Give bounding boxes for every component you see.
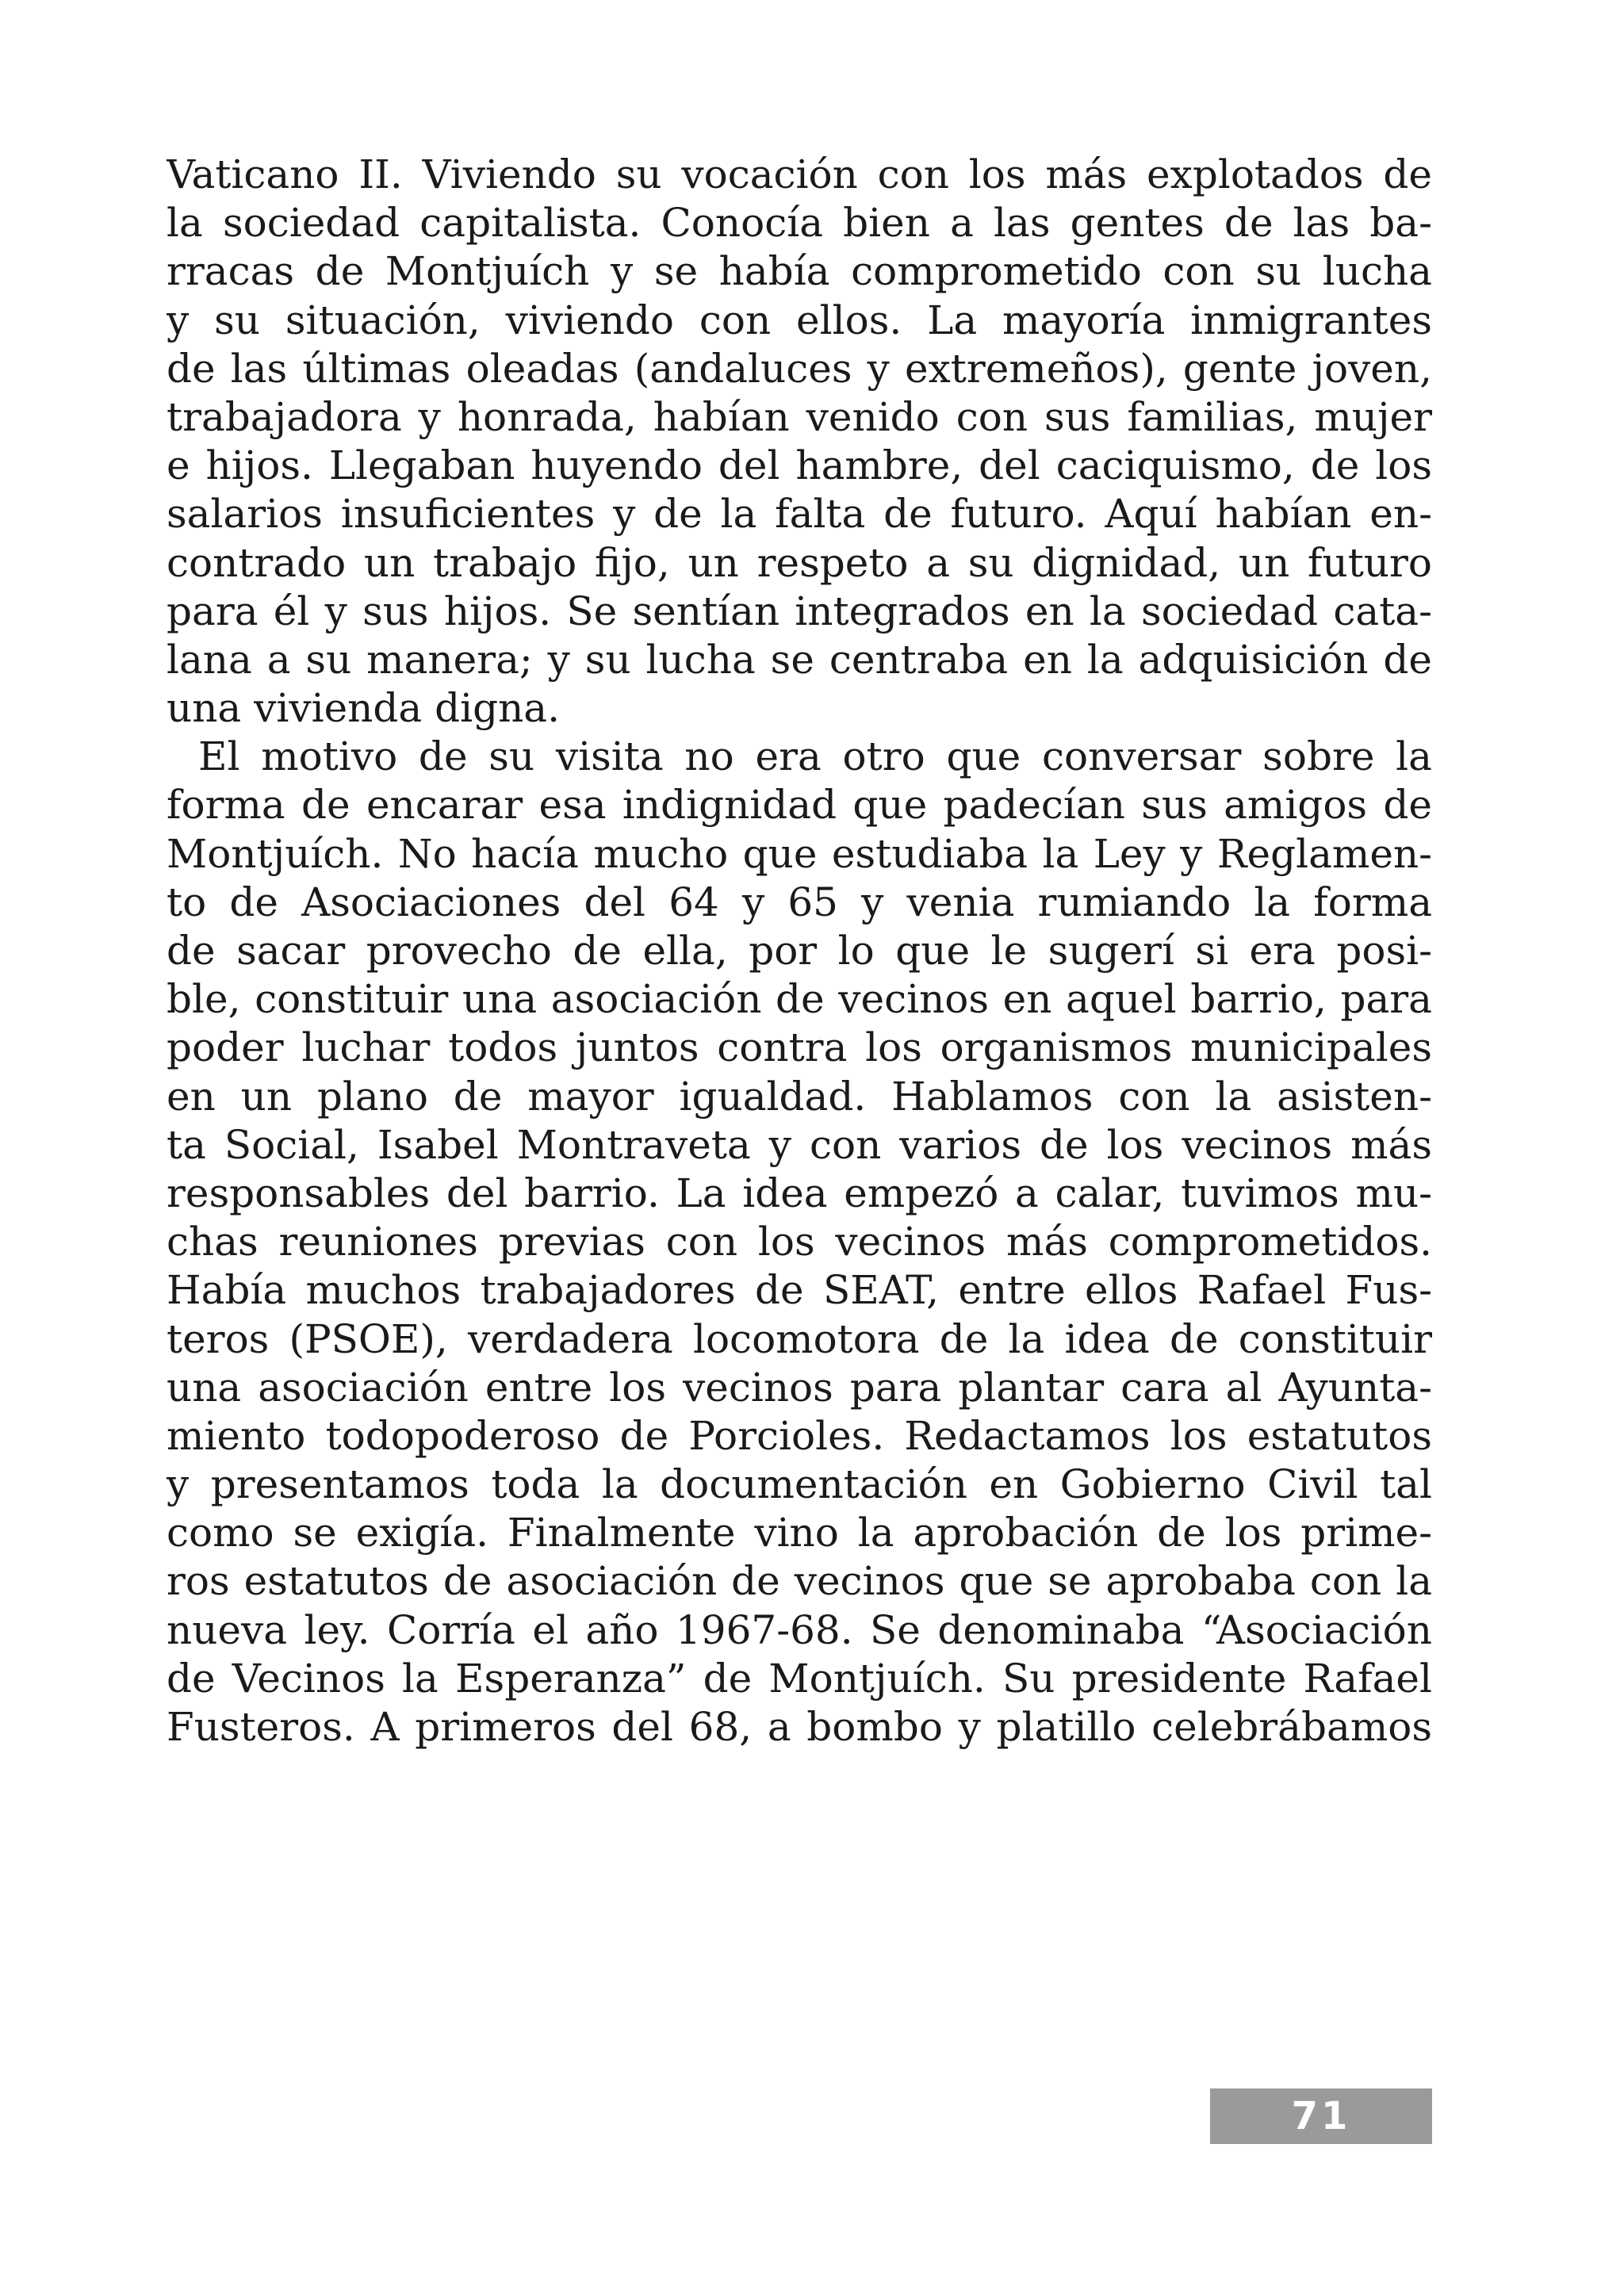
text-line: trabajadora y honrada, habían venido con sus familias, mujer xyxy=(167,393,1432,440)
text-line: chas reuniones previas con los vecinos más comprometidos. xyxy=(167,1219,1432,1265)
text-line: ros estatutos de asociación de vecinos que se aprobaba con la xyxy=(167,1558,1432,1605)
text-line: to de Asociaciones del 64 y 65 y venia rumiando la forma xyxy=(167,879,1432,925)
text-line: e hijos. Llegaban huyendo del hambre, del caciquismo, de los xyxy=(167,442,1432,489)
text-line: de sacar provecho de ella, por lo que le sugerí si era posi- xyxy=(167,928,1432,974)
text-line: rracas de Montjuích y se había comprometido con su lucha xyxy=(167,248,1432,295)
body-text xyxy=(167,151,1432,1751)
text-line: responsables del barrio. La idea empezó a calar, tuvimos mu- xyxy=(167,1170,1432,1216)
text-line: salarios insuficientes y de la falta de futuro. Aquí habían en- xyxy=(167,491,1432,538)
text-line: nueva ley. Corría el año 1967-68. Se denominaba “Asociación xyxy=(167,1606,1432,1653)
text-line: Fusteros. A primeros del 68, a bombo y platillo celebrábamos xyxy=(167,1704,1432,1750)
text-line: una asociación entre los vecinos para plantar cara al Ayunta- xyxy=(167,1364,1432,1411)
text-line: poder luchar todos juntos contra los organismos municipales xyxy=(167,1024,1432,1071)
text-line: forma de encarar esa indignidad que padecían sus amigos de xyxy=(167,782,1432,829)
text-line: en un plano de mayor igualdad. Hablamos con la asisten- xyxy=(167,1073,1432,1120)
text-line: de las últimas oleadas (andaluces y extremeños), gente joven, xyxy=(167,345,1432,392)
text-line: la sociedad capitalista. Conocía bien a las gentes de las ba- xyxy=(167,200,1432,247)
text-line: lana a su manera; y su lucha se centraba en la adquisición de xyxy=(167,636,1432,683)
text-line: y su situación, viviendo con ellos. La mayoría inmigrantes xyxy=(167,297,1432,343)
text-line: como se exigía. Finalmente vino la aprobación de los prime- xyxy=(167,1510,1432,1556)
text-line: miento todopoderoso de Porcioles. Redactamos los estatutos xyxy=(167,1412,1432,1459)
text-line: contrado un trabajo fijo, un respeto a su dignidad, un futuro xyxy=(167,539,1432,586)
text-line: y presentamos toda la documentación en Gobierno Civil tal xyxy=(167,1461,1432,1508)
text-line: de Vecinos la Esperanza” de Montjuích. Su presidente Rafael xyxy=(167,1655,1432,1702)
paragraph-end-line: una vivienda digna. xyxy=(167,685,560,732)
text-line: Montjuích. No hacía mucho que estudiaba la Ley y Reglamen- xyxy=(167,830,1432,877)
text-line: Había muchos trabajadores de SEAT, entre ellos Rafael Fus- xyxy=(167,1267,1432,1314)
page-number-badge: 71 xyxy=(1210,2088,1432,2144)
paragraph-start-line: El motivo de su visita no era otro que conversar sobre la xyxy=(198,733,1432,780)
text-line: teros (PSOE), verdadera locomotora de la idea de constituir xyxy=(167,1315,1432,1362)
text-line: para él y sus hijos. Se sentían integrados en la sociedad cata- xyxy=(167,588,1432,634)
text-line: Vaticano II. Viviendo su vocación con los más explotados de xyxy=(167,151,1432,197)
text-line: ble, constituir una asociación de vecinos en aquel barrio, para xyxy=(167,976,1432,1023)
text-line: ta Social, Isabel Montraveta y con varios de los vecinos más xyxy=(167,1121,1432,1168)
